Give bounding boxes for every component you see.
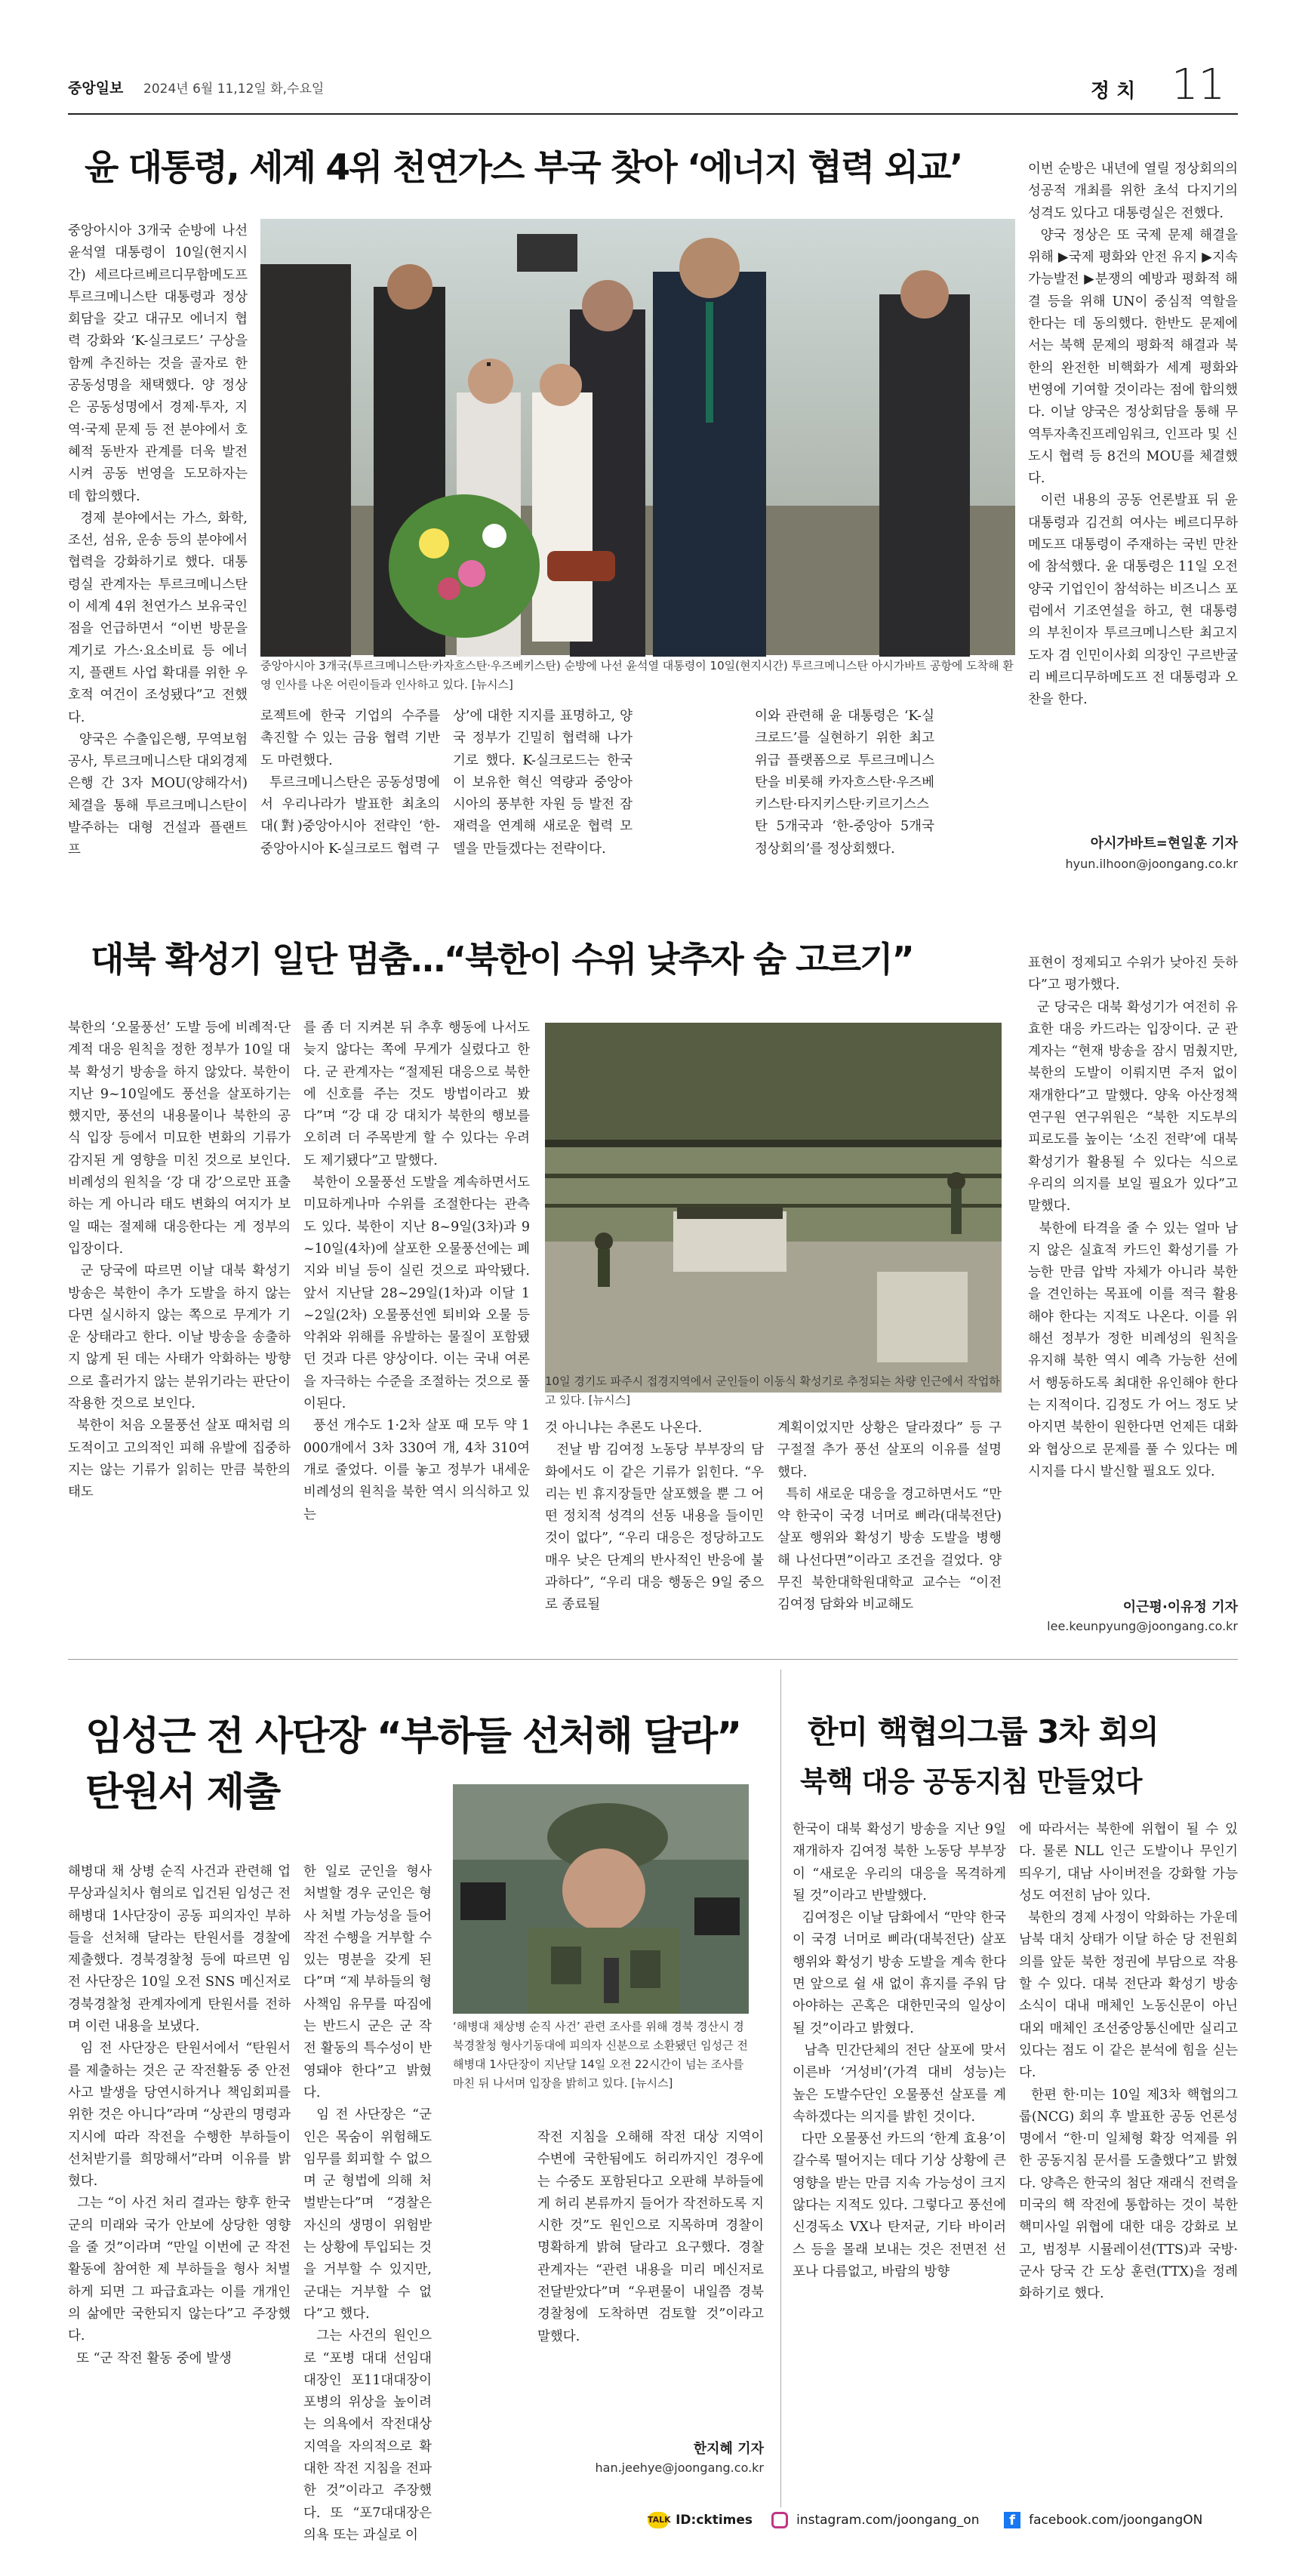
masthead — [68, 60, 1238, 113]
article2-headline: 대북 확성기 일단 멈춤…“북한이 수위 낮추자 숨 고르기” — [91, 939, 913, 980]
instagram-icon — [771, 2512, 788, 2528]
article3-photo-caption: ‘해병대 채상병 순직 사건’ 관련 조사를 위해 경북 경산시 경북경찰청 형사기동대에 피의자 신분으로 소환됐던 임성근 전 해병대 1사단장이 지난달 14일 오전 22시간이 넘는 조사를 마친 뒤 나서며 입장을 밝히고 있다. [뉴시스] — [453, 2020, 748, 2090]
page-number: 11 — [1171, 60, 1226, 109]
article2-col1: 북한의 ‘오물풍선’ 도발 등에 비례적·단계적 대응 원칙을 정한 정부가 10일 대북 확성기 방송을 하지 않았다. 북한이 지난 9~10일에도 풍선을 살포하기는 했지만, 풍선의 내용물이나 북한의 공식 입장 등에서 미묘한 변화의 기류가 감지된 게 영향을 미친 것으로 보인다. 비례성의 원칙을 ‘강 대 강’으로만 표출하는 게 아니라 태도 변화의 여지가 보일 때는 절제해 대응한다는 게 정부의 입장이다. 군 당국에 따르면 이날 대북 확성기 방송은 북한이 추가 도발을 하지 않는다면 실시하지 않는 쪽으로 무게가 기운 상태라고 한다. 이날 방송을 송출하지 않게 된 데는 사태가 악화하는 방향으로 흘러가지 않는 분위기라는 판단이 작용한 것으로 보인다. 북한이 처음 오물풍선 살포 때처럼 의도적이고 고의적인 피해 유발에 집중하지는 않는 기류가 읽히는 만큼 북한의 태도 — [68, 1020, 291, 1500]
article3-col3: 작전 지침을 오해해 작전 대상 지역이 수변에 국한됨에도 허리까지인 경우에는 수중도 포함된다고 오판해 부하들에게 허리 본류까지 들어가 작전하도록 지시한 것”도 원인으로 지목하며 경찰이 명확하게 밝혀 달라고 요구했다. 경찰 관계자는 “관련 내용을 미리 메신저로 전달받았다”며 “우편물이 내일쯤 경북경찰청에 도착하면 검토할 것”이라고 말했다. — [537, 2130, 768, 2344]
section-divider — [68, 1659, 1238, 1660]
article3-email: han.jeehye@joongang.co.kr — [595, 2461, 764, 2475]
article2-col3: 것 아니냐는 추론도 나온다. 전날 밤 김여정 노동당 부부장의 담화에서도 이 같은 기류가 읽힌다. “우리는 빈 휴지장들만 살포했을 뿐 그 어떤 정치적 성격의 선동 내용을 들이민 것이 없다”, “우리 대응은 정당하고도 매우 낮은 단계의 반사적인 반응에 불과하다”, “우리 대응 행동은 9일 중으로 종료될 — [545, 1420, 764, 1613]
article3-headline-line1: 임성근 전 사단장 “부하들 선처해 달라” — [85, 1714, 741, 1759]
facebook-handle: facebook.com/joongangON — [1029, 2513, 1203, 2528]
article3-headline-line2: 탄원서 제출 — [85, 1770, 280, 1815]
article3-col2: 한 일로 군인을 형사 처벌할 경우 군인은 형사 처벌 가능성을 들어 작전 수행을 거부할 수 있는 명분을 갖게 된다”며 “제 부하들의 형사책임 유무를 따짐에는 반드시 군은 군 작전 활동의 특수성이 반영돼야 한다”고 밝혔다. 임 전 사단장은 “군인은 목숨이 위험해도 임무를 회피할 수 없으며 군 형법에 의해 처벌받는다”며 “경찰은 자신의 생명이 위험받는 상황에 투입되는 것을 거부할 수 있지만, 군대는 거부할 수 없다”고 했다. 그는 사건의 원인으로 “포병 대대 선임대대장인 포11대대장이 포병의 위상을 높이려는 의욕에서 작전대상 지역을 자의적으로 확대한 작전 지침을 전파한 것”이라고 주장했다. 또 “포7대대장은 의욕 또는 과실로 이 — [303, 1864, 432, 2543]
article4-col2: 에 따라서는 북한에 위협이 될 수 있다. 물론 NLL 인근 도발이나 무인기 띄우기, 대남 사이버전을 강화할 가능성도 여전히 남아 있다. 북한의 경제 사정이 악화하는 가운데 남북 대치 상태가 이달 하순 당 전원회의를 앞둔 북한 정권에 부담으로 작용할 수 있다. 대북 전단과 확성기 방송 소식이 대내 매체인 노동신문이 아닌 대외 매체인 조선중앙통신에만 실리고 있다는 점도 이 같은 분석에 힘을 싣는다. 한편 한·미는 10일 제3차 핵협의그룹(NCG) 회의 후 발표한 공동 언론성명에서 “한·미 일체형 확장 억제를 위한 공동지침 문서를 도출했다”고 밝혔다. 양측은 한국의 첨단 재래식 전력을 미국의 핵 작전에 통합하는 것이 북한 핵미사일 위협에 대한 대응 강화로 보고, 범정부 시뮬레이션(TTS)과 국방·군사 당국 간 도상 훈련(TTX)을 정례화하기로 했다. — [1019, 1822, 1238, 2302]
article1-col4: 이와 관련해 윤 대통령은 ‘K-실크로드’를 실현하기 위한 최고위급 플랫폼으로 투르크메니스탄을 비롯해 카자흐스탄·우즈베키스탄·타지키스탄·키르기스스탄 5개국과 ‘한-중앙아 5개국 정상회의’를 정상회했다. — [755, 709, 939, 857]
footer-bar — [0, 2504, 1302, 2542]
masthead-date: 2024년 6월 11,12일 화,수요일 — [143, 82, 325, 97]
facebook-link[interactable] — [1004, 2512, 1202, 2534]
article3-photo — [453, 1784, 749, 2014]
article3-byline: 한지혜 기자 — [693, 2441, 764, 2457]
article4-col1: 한국이 대북 확성기 방송을 지난 9일 재개하자 김여정 북한 노동당 부부장이 “새로운 우리의 대응을 목격하게 될 것”이라고 반발했다. 김여정은 이날 담화에서 “만약 한국이 국경 너머로 삐라(대북전단) 살포 행위와 확성기 방송 도발을 계속 한다면 앞으로 쉴 새 없이 휴지를 주워 담아야하는 곤혹은 대한민국의 일상이 될 것”이라고 밝혔다. 남측 민간단체의 전단 살포에 맞서 이른바 ‘거성비’(가격 대비 성능)는 높은 도발수단인 오물풍선 살포를 계속하겠다는 의지를 밝힌 것이다. 다만 오물풍선 카드의 ‘한계 효용’이 갈수록 떨어지는 데다 기상 상황에 큰 영향을 받는 만큼 지속 가능성이 크지 않다는 지적도 있다. 그렇다고 풍선에 신경독소 VX나 탄저균, 기타 바이러스 등을 몰래 보내는 것은 전면전 선포나 다름없고, 바람의 방향 — [793, 1822, 1006, 2279]
article3-col1: 해병대 채 상병 순직 사건과 관련해 업무상과실치사 혐의로 입건된 임성근 전 해병대 1사단장이 공동 피의자인 부하들을 선처해 달라는 탄원서를 경찰에 제출했다. 경북경찰청 등에 따르면 임 전 사단장은 10일 오전 SNS 메신저로 경북경찰청 관계자에게 탄원서를 전하며 이런 내용을 보냈다. 임 전 사단장은 탄원서에서 “탄원서를 제출하는 것은 군 작전활동 중 안전사고 발생을 당연시하거나 책임회피를 위한 것은 아니다”라며 “상관의 명령과 지시에 따라 작전을 수행한 부하들이 선처받기를 희망해서”라며 이유를 밝혔다. 그는 “이 사건 처리 결과는 향후 한국군의 미래와 국가 안보에 상당한 영향을 줄 것”이라며 “만일 이번에 군 작전 활동에 참여한 제 부하들을 형사 처벌하게 되면 그 파급효과는 이를 개개인의 삶에만 국한되지 않는다”고 주장했다. 또 “군 작전 활동 중에 발생 — [68, 1864, 291, 2366]
article1-headline: 윤 대통령, 세계 4위 천연가스 부국 찾아 ‘에너지 협력 외교’ — [85, 147, 962, 189]
article2-col5: 표현이 정제되고 수위가 낮아진 듯하다”고 평가했다. 군 당국은 대북 확성기가 여전히 유효한 대응 카드라는 입장이다. 군 관계자는 “현재 방송을 잠시 멈췄지만, 북한의 도발이 이뤄지면 주저 없이 재개한다”고 말했다. 양욱 아산정책연구원 연구위원은 “북한 지도부의 피로도를 높이는 ‘소진 전략’에 대북 확성기가 활용될 수 있다는 식으로 우리의 의지를 보일 필요가 있다”고 말했다. 북한에 타격을 줄 수 있는 얼마 남지 않은 실효적 카드인 확성기를 가능한 만큼 압박 자체가 아니라 북한을 견인하는 목표에 이를 적극 활용해야 한다는 지적도 나온다. 이를 위해선 정부가 정한 비례성의 원칙을 유지해 북한 역시 예측 가능한 선에서 행동하도록 최대한 유인해야 한다는 지적이다. 김정도 가 어느 정도 낮아지면 북한이 원한다면 언제든 대화와 협상으로 문제를 풀 수 있다는 메시지를 다시 발신할 필요도 있다. — [1028, 956, 1238, 1479]
article1-col3: 상’에 대한 지지를 표명하고, 양국 정부가 긴밀히 협력해 나가기로 했다. K-실크로드는 한국이 보유한 혁신 역량과 중앙아시아의 풍부한 자원 등 발전 잠재력을 연계해 새로운 협력 모델을 만들겠다는 전략이다. — [453, 709, 633, 857]
facebook-icon: f — [1004, 2512, 1020, 2528]
article1-col2: 로젝트에 한국 기업의 수주를 촉진할 수 있는 금융 협력 기반도 마련했다. 투르크메니스탄은 공동성명에서 우리나라가 발표한 최초의 대(對)중앙아시아 전략인 ‘한-중앙아시아 K-실크로드 협력 구 — [260, 709, 440, 857]
article1-photo — [260, 219, 1015, 655]
kakao-link[interactable] — [648, 2512, 753, 2534]
section-name: 정 치 — [1091, 80, 1136, 103]
article2-col4: 계획이었지만 상황은 달라졌다” 등 구구절절 추가 풍선 살포의 이유를 설명했다. 특히 새로운 대응을 경고하면서도 “만약 한국이 국경 너머로 삐라(대북전단) 살포 행위와 확성기 방송 도발을 병행해 나선다면”이라고 조건을 걸었다. 양무진 북한대학원대학교 교수는 “이전 김여정 담화와 비교해도 — [777, 1420, 1002, 1613]
article1-photo-caption: 중앙아시아 3개국(투르크메니스탄·카자흐스탄·우즈베키스탄) 순방에 나선 윤석열 대통령이 10일(현지시간) 투르크메니스탄 아시가바트 공항에 도착해 환영 인사를 나온 어린이들과 인사하고 있다. [뉴시스] — [260, 659, 1014, 691]
article2-photo — [545, 1023, 1002, 1370]
article2-col2: 를 좀 더 지켜본 뒤 추후 행동에 나서도 늦지 않다는 쪽에 무게가 실렸다고 한다. 군 관계자는 “절제된 대응으로 북한에 신호를 주는 것도 방법이라고 봤다”며 “강 대 강 대치가 북한의 행보를 오히려 더 주목받게 할 수 있다는 우려도 제기됐다”고 말했다. 북한이 오물풍선 도발을 계속하면서도 미묘하게나마 수위를 조절한다는 관측도 있다. 북한이 지난 8~9일(3차)과 9~10일(4차)에 살포한 오물풍선에는 폐지와 비닐 등이 실린 것으로 파악됐다. 앞서 지난달 28~29일(1차)과 이달 1~2일(2차) 오물풍선엔 퇴비와 오물 등 악취와 위해를 유발하는 물질이 포함됐던 것과 다른 양상이다. 이는 국내 여론을 자극하는 수준을 조절하는 것으로 풀이된다. 풍선 개수도 1·2차 살포 때 모두 약 1000개에서 3차 330여 개, 4차 310여 개로 줄었다. 이를 놓고 정부가 내세운 비례성의 원칙을 북한 역시 의식하고 있는 — [303, 1020, 530, 1522]
article1-col1: 중앙아시아 3개국 순방에 나선 윤석열 대통령이 10일(현지시간) 세르다르베르디무함메도프 투르크메니스탄 대통령과 정상회담을 갖고 대규모 에너지 협력 강화와 ‘K-실크로드’ 구상을 함께 추진하는 것을 골자로 한 공동성명을 채택했다. 양 정상은 공동성명에서 경제·투자, 지역·국제 문제 등 전 분야에서 호혜적 동반자 관계를 더욱 발전시켜 공동 번영을 도모하자는 데 합의했다. 경제 분야에서는 가스, 화학, 조선, 섬유, 운송 등의 분야에서 협력을 강화하기로 했다. 대통령실 관계자는 투르크메니스탄이 세계 4위 천연가스 보유국인 점을 언급하면서 “이번 방문을 계기로 가스·요소비료 등 에너지, 플랜트 사업 확대를 위한 우호적 여건이 조성됐다”고 전했다. 양국은 수출입은행, 무역보험공사, 투르크메니스탄 대외경제은행 간 3자 MOU(양해각서) 체결을 통해 투르크메니스탄이 발주하는 대형 건설과 플랜트 프 — [68, 223, 248, 858]
vertical-divider — [780, 1670, 781, 2507]
masthead-logo: 중앙일보 — [68, 80, 124, 97]
masthead-rule — [68, 113, 1238, 115]
article1-byline: 아시가바트=현일훈 기자 — [1090, 836, 1238, 851]
kakao-icon: TALK — [648, 2512, 669, 2528]
article2-byline: 이근평·이유정 기자 — [1122, 1599, 1238, 1615]
article2-email: lee.keunpyung@joongang.co.kr — [1047, 1619, 1238, 1633]
article1-col5: 이번 순방은 내년에 열릴 정상회의의 성공적 개최를 위한 초석 다지기의 성격도 있다고 대통령실은 전했다. 양국 정상은 또 국제 문제 해결을 위해 ▶국제 평화와 안전 유지 ▶지속가능발전 ▶분쟁의 예방과 평화적 해결 등을 위해 UN이 중심적 역할을 한다는 데 동의했다. 한반도 문제에서는 북핵 문제의 평화적 해결과 북한의 완전한 비핵화가 세계 평화와 번영에 기여할 것이라는 점에 합의했다. 이날 양국은 정상회담을 통해 무역투자촉진프레임워크, 인프라 및 신도시 협력 등 8건의 MOU를 체결했다. 이런 내용의 공동 언론발표 뒤 윤 대통령과 김건희 여사는 베르디무하메도프 대통령이 주재하는 국빈 만찬에 참석했다. 윤 대통령은 11일 오전 양국 기업인이 참석하는 비즈니스 포럼에서 기조연설을 하고, 현 대통령의 부친이자 투르크메니스탄 최고지도자 겸 인민이사회 의장인 구르반굴리 베르디무하메도프 전 대통령과 오찬을 한다. — [1028, 162, 1238, 708]
article2-photo-caption: 10일 경기도 파주시 접경지역에서 군인들이 이동식 확성기로 추정되는 차량 인근에서 작업하고 있다. [뉴시스] — [545, 1374, 1000, 1407]
instagram-handle: instagram.com/joongang_on — [796, 2513, 980, 2528]
kakao-id: ID:cktimes — [676, 2513, 753, 2528]
instagram-link[interactable] — [771, 2512, 979, 2534]
article1-email: hyun.ilhoon@joongang.co.kr — [1065, 857, 1238, 871]
article4-headline-line1: 한미 핵협의그룹 3차 회의 — [808, 1713, 1159, 1750]
article4-headline-line2: 북핵 대응 공동지침 만들었다 — [800, 1765, 1142, 1798]
